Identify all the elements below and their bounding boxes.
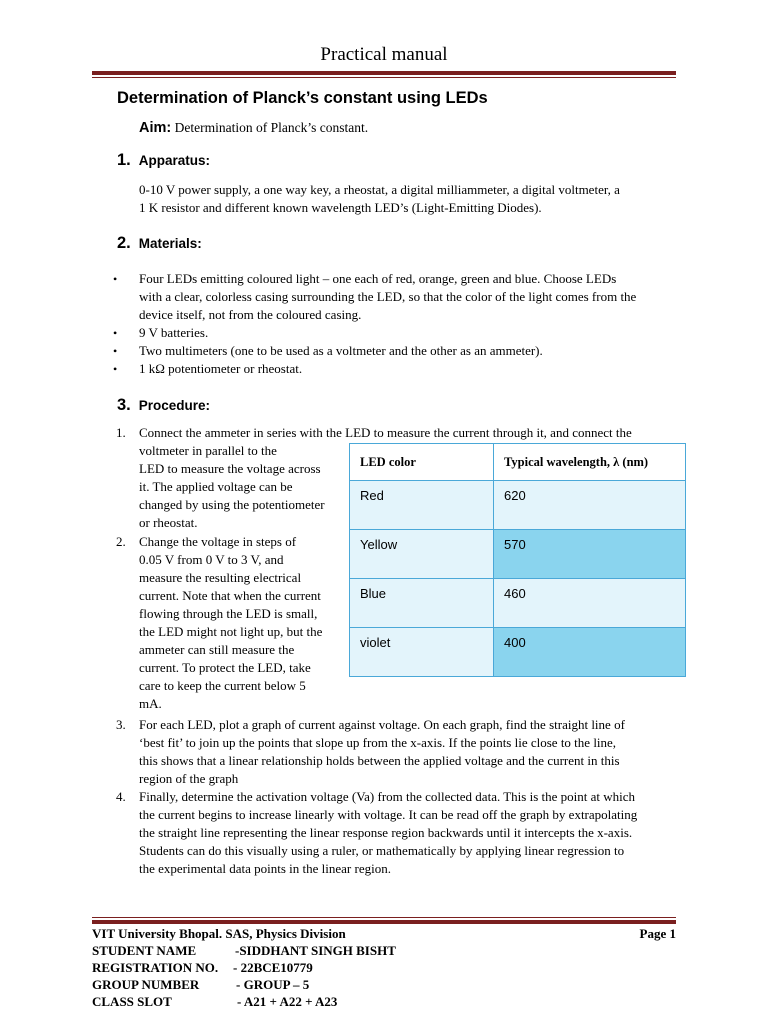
- materials-list: [113, 270, 683, 378]
- section-number: 2.: [117, 234, 131, 252]
- procedure-step-text: voltmeter in parallel to the LED to measure the voltage across it. The applied voltage can be changed by using the potentiometer or rheostat.: [139, 443, 325, 530]
- footer-student-name-value: -SIDDHANT SINGH BISHT: [235, 943, 396, 958]
- aim-label: Aim:: [139, 120, 172, 136]
- footer-page-number: Page 1: [639, 926, 676, 941]
- table-header-led-color: LED color: [350, 444, 494, 481]
- table-row: [350, 481, 686, 530]
- footer-student-name-label: STUDENT NAME: [92, 943, 197, 958]
- footer-class-slot-value: - A21 + A22 + A23: [237, 994, 338, 1009]
- procedure-step-text: Finally, determine the activation voltage (Va) from the collected data. This is the point at which the current begins to increase linearly with voltage. It can be read off the graph by extrapolating the straight line representing the linear response region backwards until it intercepts the x-axis. Students can do this visually using a ruler, or mathematically by applying linear regression to the experimental data points in the linear region.: [139, 789, 638, 876]
- table-row: [350, 579, 686, 628]
- section-procedure-heading: [117, 396, 210, 415]
- bullet: •: [113, 326, 118, 340]
- header-rule: [92, 71, 676, 75]
- list-item: • 9 V batteries.: [113, 325, 209, 340]
- footer-rule-thin: [92, 917, 676, 918]
- table-cell-color: Red: [350, 481, 494, 530]
- section-label: Procedure:: [138, 398, 211, 413]
- table-cell-wavelength: 400: [494, 628, 686, 677]
- procedure-step-text: Change the voltage in steps of 0.05 V from 0 V to 3 V, and measure the resulting electrical current. Note that when the current flowing through the LED is small, the LED might not light up, but the ammeter can still measure the current. To protect the LED, take care to keep the current below 5 mA.: [139, 534, 323, 711]
- table-row: [350, 628, 686, 677]
- table-cell-wavelength: 460: [494, 579, 686, 628]
- procedure-step-number: 3.: [116, 717, 126, 732]
- footer-rule: [92, 920, 676, 924]
- apparatus-text: [139, 181, 620, 217]
- header-rule-thin: [92, 77, 676, 78]
- apparatus-line: 0-10 V power supply, a one way key, a rheostat, a digital milliammeter, a digital voltmeter, a: [139, 182, 620, 197]
- bullet: •: [113, 344, 118, 358]
- table-cell-color: Yellow: [350, 530, 494, 579]
- footer-registration-label: REGISTRATION NO.: [92, 960, 219, 975]
- table-header-wavelength: Typical wavelength, λ (nm): [494, 444, 686, 481]
- table-cell-color: Blue: [350, 579, 494, 628]
- section-number: 3.: [117, 396, 131, 414]
- aim-line: [139, 120, 368, 136]
- footer-registration-value: - 22BCE10779: [233, 960, 313, 975]
- procedure-step-number: 4.: [116, 789, 126, 804]
- section-apparatus-heading: [117, 151, 210, 170]
- procedure-step-text: For each LED, plot a graph of current against voltage. On each graph, find the straight line of ‘best fit’ to join up the points that slope up from the x-axis. If the points lie close to the line, this shows that a linear relationship holds between the applied voltage and the current in this region of the graph: [139, 717, 625, 786]
- led-wavelength-table: [349, 443, 686, 677]
- footer-org: VIT University Bhopal. SAS, Physics Division: [92, 926, 346, 941]
- table-header-row: [350, 444, 686, 481]
- document-title: Determination of Planck’s constant using LEDs: [117, 89, 488, 107]
- section-label: Materials:: [138, 236, 202, 251]
- table-cell-wavelength: 570: [494, 530, 686, 579]
- footer-class-slot-label: CLASS SLOT: [92, 994, 172, 1009]
- table-cell-color: violet: [350, 628, 494, 677]
- section-materials-heading: [117, 234, 202, 253]
- footer-group-value: - GROUP – 5: [236, 977, 310, 992]
- list-item: • Four LEDs emitting coloured light – one each of red, orange, green and blue. Choose LEDs with a clear, colorless casing surrounding the LED, so that the color of the light comes from the device itself, not from the coloured casing.: [113, 271, 637, 322]
- procedure-step-number: 2.: [116, 534, 126, 549]
- aim-text: Determination of Planck’s constant.: [174, 120, 369, 135]
- procedure-step-line: Connect the ammeter in series with the LED to measure the current through it, and connect the: [139, 425, 632, 440]
- list-item: • Two multimeters (one to be used as a voltmeter and the other as an ammeter).: [113, 343, 543, 358]
- list-item: • 1 kΩ potentiometer or rheostat.: [113, 361, 303, 376]
- apparatus-line: 1 K resistor and different known wavelength LED’s (Light-Emitting Diodes).: [139, 200, 542, 215]
- procedure-step-number: 1.: [116, 425, 126, 440]
- section-label: Apparatus:: [138, 153, 211, 168]
- section-number: 1.: [117, 151, 131, 169]
- bullet: •: [113, 362, 118, 376]
- footer-group-label: GROUP NUMBER: [92, 977, 200, 992]
- header-title: Practical manual: [320, 44, 448, 65]
- bullet: •: [113, 272, 118, 286]
- table-cell-wavelength: 620: [494, 481, 686, 530]
- table-row: [350, 530, 686, 579]
